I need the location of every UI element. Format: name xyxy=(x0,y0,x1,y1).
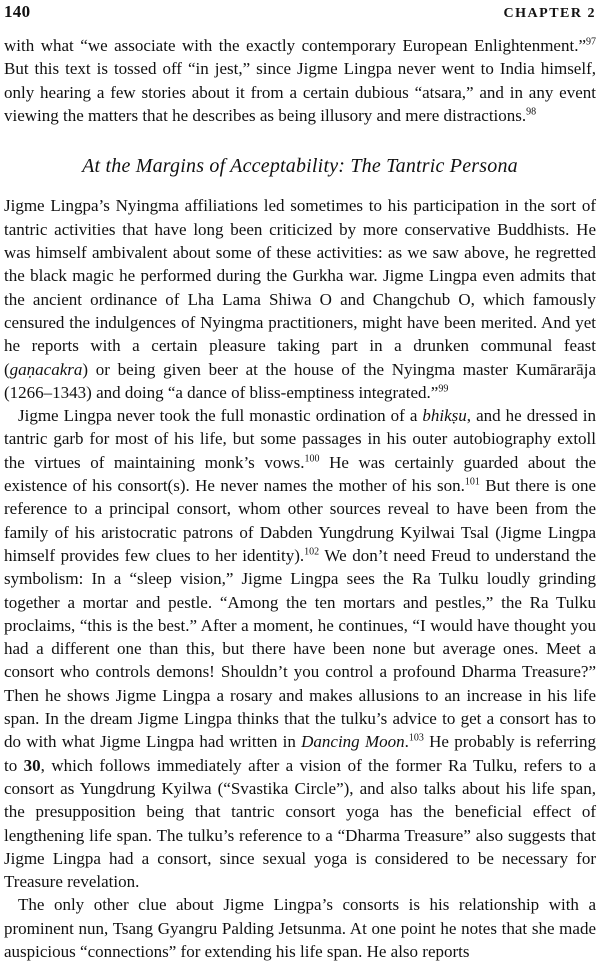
text: Jigme Lingpa’s Nyingma affiliations led sometimes to his participation in the sort of tantric activities that have long been criticized by more conservative Buddhists. He was himself ambivalent about some of these activities: as we saw above, he regretted the black magic he performed during the Gurkha war. Jigme Lingpa even admits that the ancient ordinance of Lha Lama Shiwa O and Changchub O, which famously censured the indulgences of Nyingma practitioners, might have been merited. And yet he reports with a certain pleasure taking part in a drunken communal feast ( xyxy=(4,196,596,379)
text: . xyxy=(404,732,409,752)
page-body xyxy=(4,34,596,963)
text: with what “we associate with the exactly contemporary European Enlightenment.” xyxy=(4,36,586,55)
chapter-title: CHAPTER 2 xyxy=(503,6,596,21)
footnote-ref: 102 xyxy=(304,546,320,558)
text: He probably is referring to xyxy=(4,732,596,775)
paragraph-3 xyxy=(4,404,596,893)
text: , which follows immediately after a vision of the former Ra Tulku, refers to a consort as Yungdrung Kyilwa (“Svastika Circle”), and also talks about his life span, the presupposition being that tantric consort yoga has the beneficial effect of lengthening life span. The tulku’s reference to a “Dharma Treasure” also suggests that Jigme Lingpa had a consort, since sexual yoga is considered to be necessary for Treasure revelation. xyxy=(4,755,596,892)
text: , and he dressed in tantric garb for most of his life, but some passages in his outer autobiography extoll the virtues of maintaining monk’s vows. xyxy=(4,406,596,472)
term: bhikṣu xyxy=(422,406,467,426)
poem-number: 30 xyxy=(23,755,41,775)
footnote-ref: 97 xyxy=(586,36,596,48)
text: We don’t need Freud to understand the symbolism: In a “sleep vision,” Jigme Lingpa sees the Ra Tulku loudly grinding together a mortar and pestle. “Among the ten mortars and pestles,” the Ra Tulku proclaims, “this is the best.” After a moment, he continues, “I would have thought you had a different one than this, but there have been none but average ones. Meet a consort who controls demons! Shouldn’t you control a profound Dharma Treasure?” Then he shows Jigme Lingpa a rosary and makes allusions to an increase in his life span. In the dream Jigme Lingpa thinks that the tulku’s advice to get a consort has to do with what Jigme Lingpa had written in xyxy=(4,545,596,752)
running-head xyxy=(4,0,596,24)
page-number: 140 xyxy=(4,2,31,21)
footnote-ref: 103 xyxy=(408,732,424,744)
footnote-ref: 99 xyxy=(438,383,449,395)
term: gaṇacakra xyxy=(9,359,83,379)
text: He was certainly guarded about the existence of his consort(s). He never names the mother of his son. xyxy=(4,452,596,496)
text: ) or being given beer at the house of the Nyingma master Kumārarāja (1266–1343) and doing “a dance of bliss-emptiness integrated.” xyxy=(4,359,596,402)
book-title: Dancing Moon xyxy=(301,732,405,752)
paragraph-1 xyxy=(4,34,596,127)
paragraph-2 xyxy=(4,194,596,404)
text: Jigme Lingpa never took the full monastic ordination of a xyxy=(18,406,423,426)
text: But this text is tossed off “in jest,” since Jigme Lingpa never went to India himself, only hearing a few stories about it from a certain dubious “atsara,” and in any event viewing the matters that he describes as being illusory and mere distractions. xyxy=(4,59,596,125)
paragraph-4 xyxy=(4,893,596,963)
section-heading: At the Margins of Acceptability: The Tantric Persona xyxy=(82,155,518,178)
footnote-ref: 101 xyxy=(464,476,480,488)
footnote-ref: 100 xyxy=(304,453,320,465)
footnote-ref: 98 xyxy=(526,106,537,118)
text: But there is one reference to a principal consort, whom other sources reveal to have been from the family of his aristocratic patrons of Dabden Yungdrung Kyilwai Tsal (Jigme Lingpa himself provides few clues to her identity). xyxy=(4,476,596,565)
text: The only other clue about Jigme Lingpa’s consorts is his relationship with a prominent nun, Tsang Gyangru Palding Jetsunma. At one point he notes that she made auspicious “connections” for extending his life span. He also reports xyxy=(4,895,596,961)
